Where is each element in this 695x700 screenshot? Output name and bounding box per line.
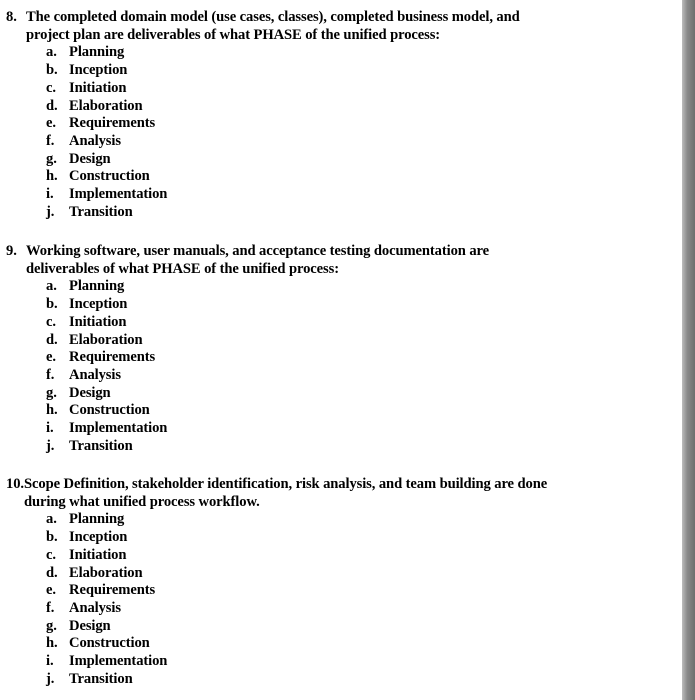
option-f	[46, 367, 606, 385]
option-d	[46, 98, 606, 116]
option-letter: h.	[46, 635, 58, 652]
option-text: Construction	[69, 635, 150, 652]
option-text: Initiation	[69, 79, 127, 96]
option-a	[46, 278, 606, 296]
option-text: Construction	[69, 168, 150, 185]
option-letter: f.	[46, 599, 55, 616]
option-j	[46, 438, 606, 456]
option-text: Analysis	[69, 132, 121, 149]
option-b	[46, 296, 606, 314]
option-text: Requirements	[69, 349, 156, 366]
option-text: Implementation	[69, 186, 168, 203]
option-b	[46, 529, 606, 547]
question-9-stem	[6, 243, 606, 278]
option-letter: d.	[46, 97, 58, 114]
question-8-text	[26, 9, 606, 44]
question-8-options	[6, 44, 606, 221]
option-letter: a.	[46, 44, 57, 61]
option-text: Inception	[69, 529, 128, 546]
option-text: Construction	[69, 402, 150, 419]
option-letter: a.	[46, 511, 57, 528]
option-letter: f.	[46, 366, 55, 383]
question-8-line-1: The completed domain model (use cases, classes), completed business model, and	[26, 9, 520, 25]
option-letter: g.	[46, 384, 57, 401]
option-b	[46, 62, 606, 80]
option-letter: j.	[46, 203, 55, 220]
option-text: Initiation	[69, 313, 127, 330]
option-letter: i.	[46, 653, 54, 670]
option-letter: i.	[46, 186, 54, 203]
option-c	[46, 547, 606, 565]
option-text: Elaboration	[69, 564, 143, 581]
option-f	[46, 133, 606, 151]
option-e	[46, 349, 606, 367]
option-letter: c.	[46, 313, 56, 330]
option-i	[46, 186, 606, 204]
option-e	[46, 582, 606, 600]
option-c	[46, 314, 606, 332]
option-text: Design	[69, 150, 111, 167]
option-f	[46, 600, 606, 618]
option-text: Elaboration	[69, 331, 143, 348]
option-e	[46, 115, 606, 133]
question-10-line-2: during what unified process workflow.	[24, 493, 260, 510]
option-j	[46, 671, 606, 689]
option-g	[46, 151, 606, 169]
option-text: Analysis	[69, 599, 121, 616]
option-text: Implementation	[69, 420, 168, 437]
question-10-text	[24, 476, 606, 511]
option-text: Requirements	[69, 115, 156, 132]
option-letter: h.	[46, 168, 58, 185]
question-10-stem	[6, 476, 606, 511]
option-letter: j.	[46, 670, 55, 687]
question-8-number: 8.	[6, 9, 17, 25]
option-letter: c.	[46, 546, 56, 563]
option-text: Transition	[69, 670, 133, 687]
option-text: Transition	[69, 437, 133, 454]
question-10-line-1: Scope Definition, stakeholder identification, risk analysis, and team building are done	[24, 476, 548, 492]
question-10	[6, 476, 606, 688]
option-h	[46, 168, 606, 186]
option-text: Analysis	[69, 366, 121, 383]
question-10-options	[6, 511, 606, 688]
option-text: Implementation	[69, 653, 168, 670]
option-text: Transition	[69, 203, 133, 220]
option-letter: d.	[46, 564, 58, 581]
option-letter: b.	[46, 62, 58, 79]
page-edge-shadow	[682, 0, 695, 700]
option-letter: g.	[46, 617, 57, 634]
option-letter: a.	[46, 278, 57, 295]
option-letter: f.	[46, 132, 55, 149]
question-9-line-1: Working software, user manuals, and acceptance testing documentation are	[26, 243, 490, 259]
option-letter: g.	[46, 150, 57, 167]
option-letter: e.	[46, 349, 56, 366]
option-c	[46, 80, 606, 98]
option-h	[46, 402, 606, 420]
option-h	[46, 635, 606, 653]
option-letter: i.	[46, 420, 54, 437]
option-text: Design	[69, 384, 111, 401]
question-9	[6, 243, 606, 455]
question-9-options	[6, 278, 606, 455]
option-d	[46, 332, 606, 350]
option-letter: c.	[46, 79, 56, 96]
option-text: Requirements	[69, 582, 156, 599]
option-g	[46, 385, 606, 403]
question-8-line-2: project plan are deliverables of what PHASE of the unified process:	[26, 26, 441, 43]
option-j	[46, 204, 606, 222]
option-i	[46, 653, 606, 671]
option-a	[46, 44, 606, 62]
option-d	[46, 565, 606, 583]
question-8	[6, 9, 606, 221]
option-letter: b.	[46, 296, 58, 313]
option-text: Planning	[69, 511, 125, 528]
question-9-text	[26, 243, 606, 278]
question-8-stem	[6, 9, 606, 44]
option-letter: j.	[46, 437, 55, 454]
option-letter: e.	[46, 582, 56, 599]
question-10-number: 10.	[6, 476, 24, 492]
option-a	[46, 511, 606, 529]
option-text: Inception	[69, 62, 128, 79]
option-letter: b.	[46, 529, 58, 546]
option-text: Design	[69, 617, 111, 634]
question-9-line-2: deliverables of what PHASE of the unified process:	[26, 260, 339, 277]
option-letter: h.	[46, 402, 58, 419]
option-letter: e.	[46, 115, 56, 132]
option-letter: d.	[46, 331, 58, 348]
question-9-number: 9.	[6, 243, 17, 259]
option-text: Initiation	[69, 546, 127, 563]
option-text: Inception	[69, 296, 128, 313]
option-text: Elaboration	[69, 97, 143, 114]
option-g	[46, 618, 606, 636]
option-text: Planning	[69, 278, 125, 295]
option-text: Planning	[69, 44, 125, 61]
option-i	[46, 420, 606, 438]
